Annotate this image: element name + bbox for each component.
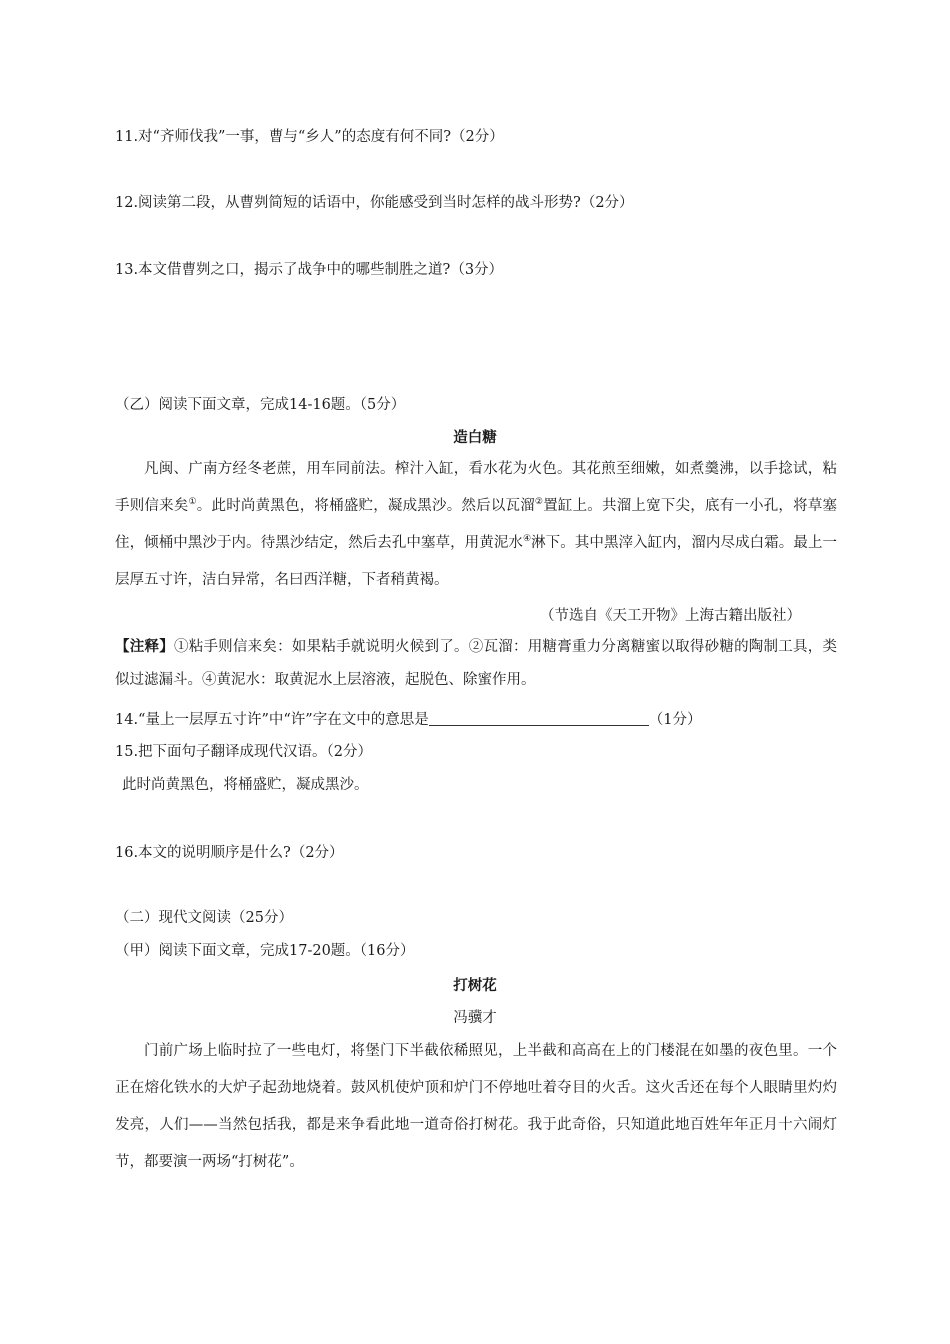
section-b-heading: （乙）阅读下面文章，完成14-16题。（5分）	[115, 397, 406, 413]
section-b-title: 造白糖	[453, 429, 497, 446]
annotations-label: 【注释】	[115, 638, 174, 655]
question-14-text: 14.“量上一层厚五寸许”中“许”字在文中的意思是	[115, 712, 429, 728]
note-marker-2: ②	[534, 497, 544, 508]
question-15: 15.把下面句子翻译成现代汉语。（2分）	[115, 744, 373, 760]
question-14	[115, 710, 701, 730]
question-13: 13.本文借曹刿之口，揭示了战争中的哪些制胜之道?（3分）	[115, 262, 504, 278]
passage-part-4: 淋下。其中黑滓入缸内，溜内尽成白霜。最上一层厚五寸许，洁白异常，名曰西洋糖，下者稍黄褐。	[115, 535, 837, 588]
annotations-text: ①粘手则信来矣：如果粘手就说明火候到了。②瓦溜：用糖膏重力分离糖蜜以取得砂糖的陶制工具，类似过滤漏斗。④黄泥水：取黄泥水上层溶液，起脱色、除蜜作用。	[115, 639, 838, 688]
article-title: 打树花	[453, 977, 497, 994]
question-15-sentence: 此时尚黄黑色，将桶盛贮，凝成黑沙。	[122, 777, 369, 793]
question-11: 11.对“齐师伐我”一事，曹与“乡人”的态度有何不同?（2分）	[115, 129, 504, 145]
passage-part-1: 凡闽、广南方经冬老蔗，用车同前法。榨汁入缸，看水花为火色。其花煎至细嫩，如煮羹沸，以手捻试，粘手则信来矣	[115, 461, 837, 514]
section-b-passage	[115, 451, 837, 599]
question-12: 12.阅读第二段，从曹刿简短的话语中，你能感受到当时怎样的战斗形势?（2分）	[115, 195, 634, 211]
question-14-points: （1分）	[648, 712, 702, 728]
note-marker-1: ①	[188, 497, 197, 508]
modern-reading-heading: （二）现代文阅读（25分）	[115, 910, 293, 926]
answer-blank[interactable]	[429, 711, 649, 726]
source-citation: （节选自《天工开物》上海古籍出版社）	[540, 608, 801, 624]
question-16: 16.本文的说明顺序是什么?（2分）	[115, 845, 344, 861]
article-author: 冯骥才	[453, 1010, 497, 1026]
annotations	[115, 630, 837, 697]
modern-reading-subheading: （甲）阅读下面文章，完成17-20题。（16分）	[115, 943, 415, 959]
passage-part-3: 置缸上。共溜上宽下尖，底有一小孔，将草塞住，倾桶中黑沙于内。待黑沙结定，然后去孔中塞草，用黄泥水	[115, 498, 838, 551]
note-marker-4: ④	[522, 534, 532, 545]
article-passage: 门前广场上临时拉了一些电灯，将堡门下半截依稀照见，上半截和高高在上的门楼混在如墨的夜色里。一个正在熔化铁水的大炉子起劲地烧着。鼓风机使炉顶和炉门不停地吐着夺目的火舌。这火舌还在每个人眼睛里灼灼发亮，人们——当然包括我，都是来争看此地一道奇俗打树花。我于此奇俗，只知道此地百姓年年正月十六闹灯节，都要演一两场“打树花”。	[115, 1043, 837, 1170]
passage-part-2: 。此时尚黄黑色，将桶盛贮，凝成黑沙。然后以瓦溜	[196, 498, 535, 514]
